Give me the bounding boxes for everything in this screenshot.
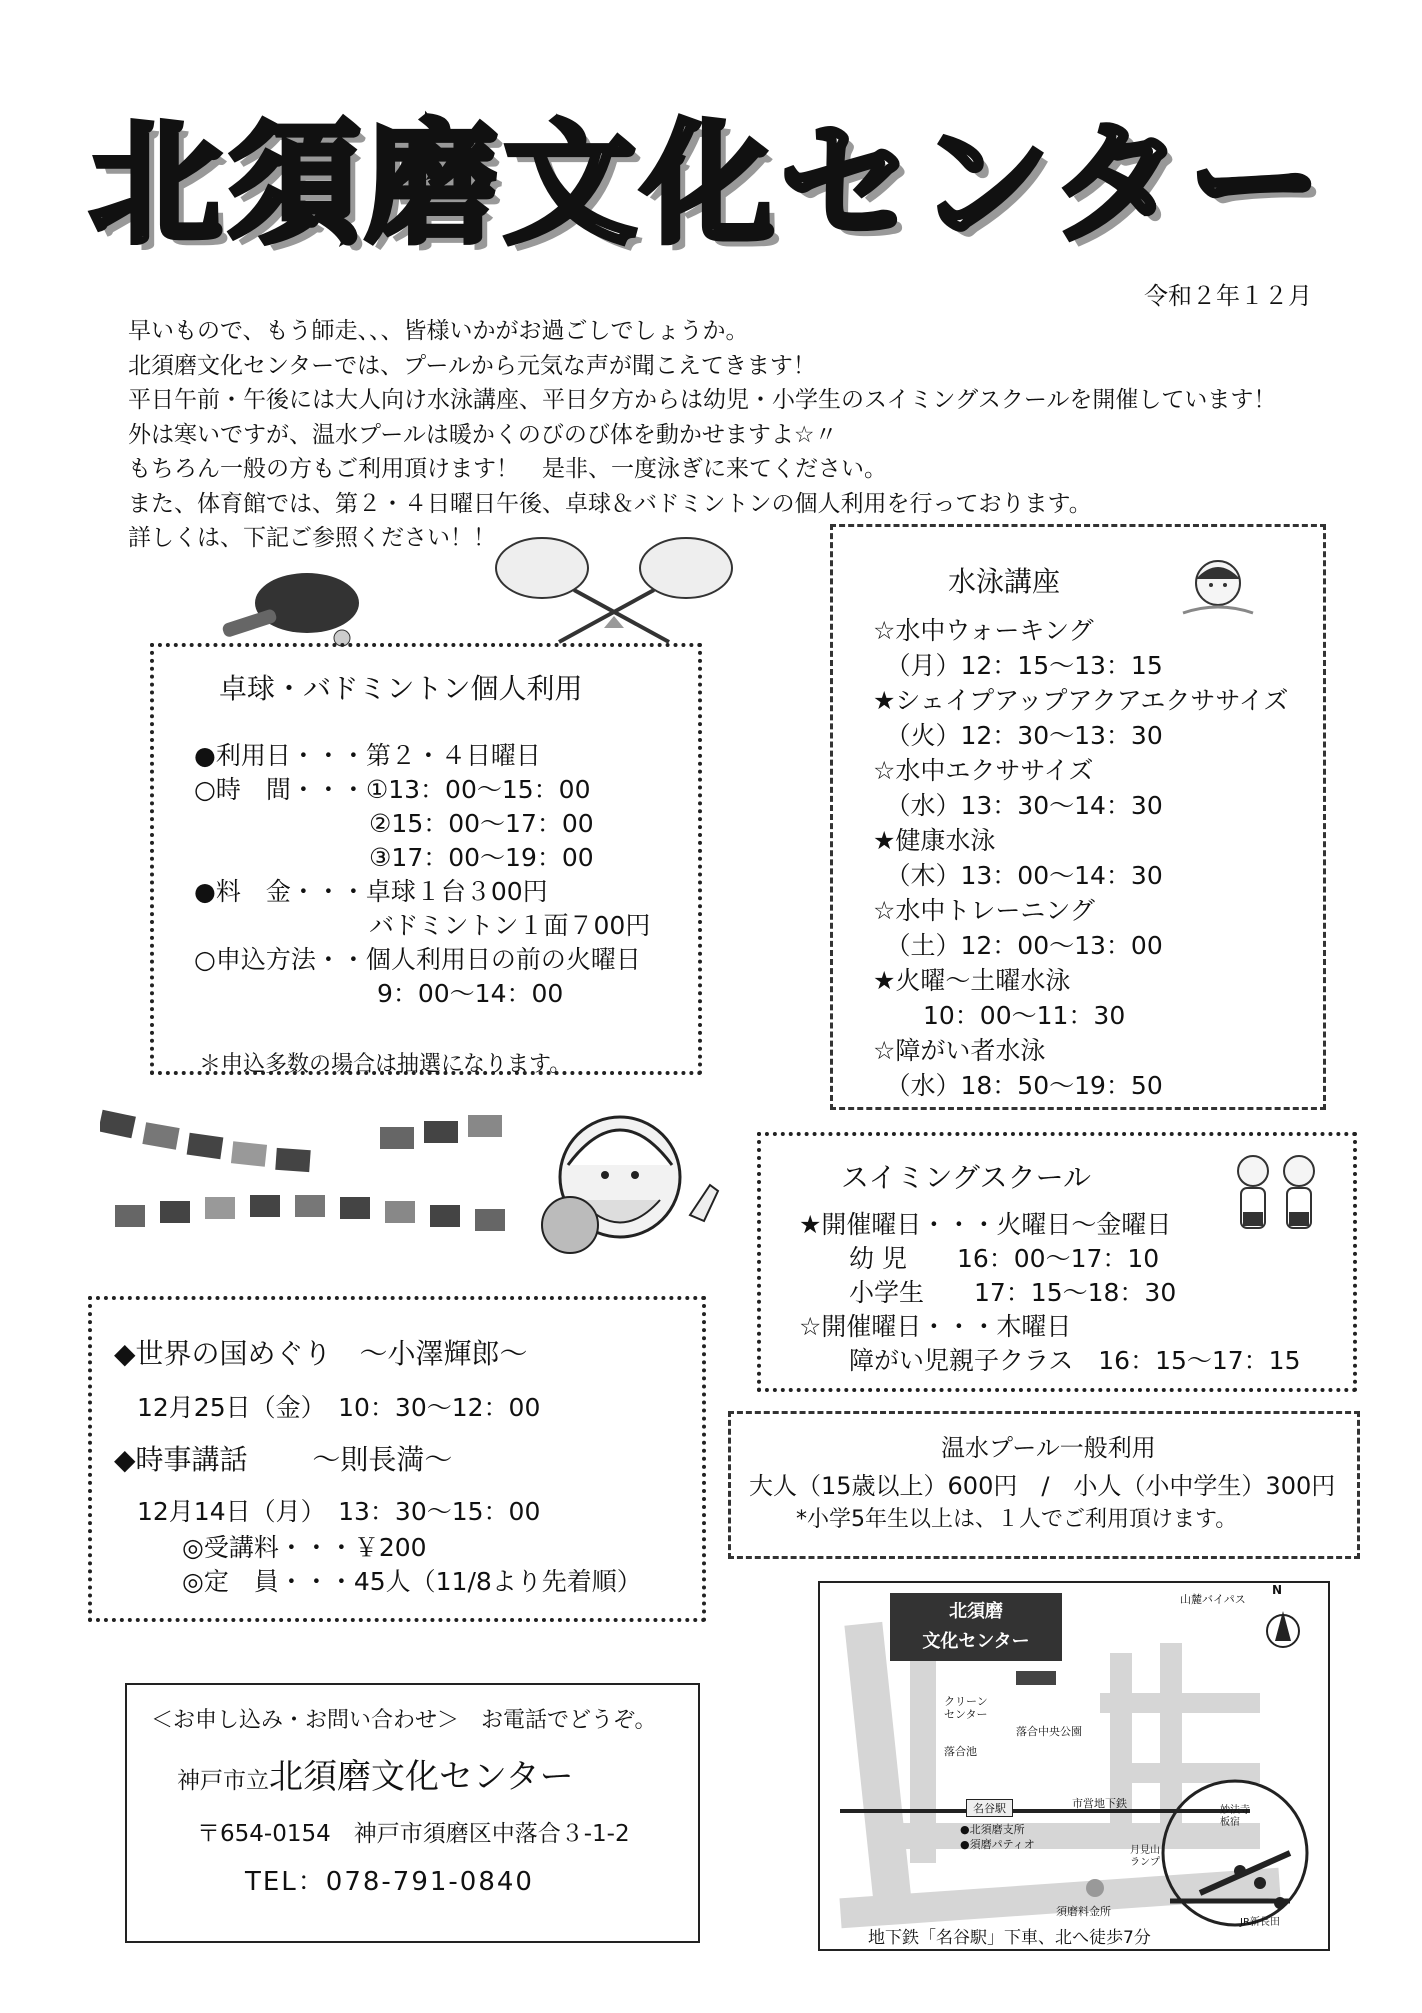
swim-line: （木）13：00～14：30 xyxy=(873,861,1163,890)
swim-line: 10：00～11：30 xyxy=(873,1001,1126,1030)
map-branch: ●北須磨支所 xyxy=(960,1823,1025,1836)
school-title: スイミングスクール xyxy=(841,1161,1092,1194)
pingpong-line: 9：00～14：00 xyxy=(194,979,564,1008)
swim-line: ☆障がい者水泳 xyxy=(873,1036,1046,1065)
contact-box xyxy=(125,1683,700,1943)
pingpong-line: バドミントン１面７00円 xyxy=(194,911,651,940)
school-line: ☆開催曜日・・・木曜日 xyxy=(799,1312,1072,1341)
swim-line: ★健康水泳 xyxy=(873,826,996,855)
map-clean-line: センター xyxy=(944,1708,988,1721)
map-center-line: 北須磨 xyxy=(949,1601,1003,1622)
map-station: 名谷駅 xyxy=(966,1799,1013,1817)
lecture-2-date: 12月14日（月） 13：30～15：00 xyxy=(137,1497,541,1526)
issue-date: 令和２年１２月 xyxy=(1144,282,1312,310)
pingpong-title: 卓球・バドミントン個人利用 xyxy=(219,672,583,705)
swim-line: （土）12：00～13：00 xyxy=(873,931,1163,960)
map-north: N xyxy=(1272,1583,1283,1597)
world-flags-illustration xyxy=(100,1105,740,1255)
swim-line: （月）12：15～13：15 xyxy=(873,651,1163,680)
intro-line: 早いもので、もう師走、、、皆様いかがお過ごしでしょうか。 xyxy=(128,318,749,344)
ping-pong-paddle-illustration xyxy=(212,568,362,648)
contact-org xyxy=(177,1749,574,1798)
pingpong-line: ②15：00～17：00 xyxy=(194,809,594,838)
map-myohoji-line: 妙法寺 xyxy=(1220,1805,1250,1816)
swim-line: ★火曜～土曜水泳 xyxy=(873,966,1071,995)
swim-line: ☆水中エクササイズ xyxy=(873,756,1094,785)
map-clean-line: クリーン xyxy=(944,1695,988,1708)
intro-line: また、体育館では、第２・４日曜日午後、卓球＆バドミントンの個人利用を行っております。 xyxy=(128,490,1092,517)
org-name: 北須磨文化センター xyxy=(269,1757,574,1797)
swim-line: ★シェイプアップアクアエクササイズ xyxy=(873,686,1289,715)
swimming-school-box xyxy=(757,1132,1357,1392)
pingpong-line: ●料 金・・・卓球１台３00円 xyxy=(194,877,548,906)
badminton-rackets-illustration xyxy=(494,530,734,648)
pingpong-line: ○申込方法・・個人利用日の前の火曜日 xyxy=(194,945,641,974)
map-center-label xyxy=(890,1593,1062,1661)
lecture-2-title: ◆時事講話 ～則長満～ xyxy=(114,1443,453,1476)
pingpong-badminton-box xyxy=(150,643,702,1075)
map-subway: 市営地下鉄 xyxy=(1072,1797,1127,1810)
intro-line: 詳しくは、下記ご参照ください！！ xyxy=(128,525,496,551)
pingpong-note: ＊申込多数の場合は抽選になります。 xyxy=(199,1052,572,1077)
swim-line: ☆水中ウォーキング xyxy=(873,616,1094,645)
map-tsukimi-line: ランプ xyxy=(1130,1857,1160,1868)
map-myohoji xyxy=(1220,1805,1250,1829)
pingpong-line: ○時 間・・・①13：00～15：00 xyxy=(194,775,591,804)
pingpong-line: ●利用日・・・第２・４日曜日 xyxy=(194,741,541,770)
school-line: ★開催曜日・・・火曜日～金曜日 xyxy=(799,1210,1172,1239)
map-caption: 地下鉄「名谷駅」下車、北へ徒歩7分 xyxy=(868,1928,1151,1948)
intro-line: 外は寒いですが、温水プールは暖かくのびのび体を動かせますよ☆〃 xyxy=(128,421,838,448)
map-pond: 落合池 xyxy=(944,1745,977,1758)
intro-line: 北須磨文化センターでは、プールから元気な声が聞こえてきます！ xyxy=(128,352,816,379)
lecture-fee: ◎受講料・・・￥200 xyxy=(182,1533,427,1562)
map-center-line: 文化センター xyxy=(922,1631,1030,1652)
swim-line: （火）12：30～13：30 xyxy=(873,721,1163,750)
intro-line: もちろん一般の方もご利用頂けます！ 是非、一度泳ぎに来てください。 xyxy=(128,456,887,482)
map-bypass: 山麓バイパス xyxy=(1180,1593,1246,1606)
pool-title: 温水プール一般利用 xyxy=(941,1434,1156,1462)
map-myohoji-line: 板宿 xyxy=(1220,1817,1240,1828)
page-title: 北須磨文化センター xyxy=(90,108,1327,262)
map-tollgate: 須磨料金所 xyxy=(1056,1905,1111,1918)
map-tsukimi-line: 月見山 xyxy=(1130,1845,1160,1856)
swim-line: （水）18：50～19：50 xyxy=(873,1071,1163,1100)
lecture-capacity: ◎定 員・・・45人（11/8より先着順） xyxy=(182,1567,642,1596)
access-map xyxy=(818,1581,1330,1951)
intro-text xyxy=(128,314,1308,556)
org-prefix: 神戸市立 xyxy=(177,1768,269,1794)
pool-note: *小学5年生以上は、１人でご利用頂けます。 xyxy=(796,1507,1238,1532)
lecture-1-title: ◆世界の国めぐり ～小澤輝郎～ xyxy=(114,1337,528,1370)
map-shinnagata: JR新長田 xyxy=(1240,1917,1280,1928)
map-patio: ●須磨パティオ xyxy=(960,1838,1035,1851)
swim-line: （水）13：30～14：30 xyxy=(873,791,1163,820)
contact-address: 〒654-0154 神戸市須磨区中落合３-1-2 xyxy=(197,1821,630,1847)
swim-lessons-box xyxy=(830,524,1326,1110)
map-clean-center xyxy=(944,1695,988,1721)
pool-price: 大人（15歳以上）600円 / 小人（小中学生）300円 xyxy=(749,1472,1336,1500)
intro-line: 平日午前・午後には大人向け水泳講座、平日夕方からは幼児・小学生のスイミングスクールを開催しています！ xyxy=(128,387,1277,413)
lecture-1-date: 12月25日（金） 10：30～12：00 xyxy=(137,1393,541,1422)
contact-intro: ＜お申し込み・お問い合わせ＞ お電話でどうぞ。 xyxy=(151,1708,657,1733)
school-line: 障がい児親子クラス 16：15～17：15 xyxy=(799,1346,1301,1375)
school-line: 幼 児 16：00～17：10 xyxy=(799,1244,1160,1273)
school-line: 小学生 17：15～18：30 xyxy=(799,1278,1177,1307)
pool-general-use-box xyxy=(728,1411,1360,1559)
lectures-box xyxy=(88,1296,706,1622)
pingpong-line: ③17：00～19：00 xyxy=(194,843,594,872)
map-park: 落合中央公園 xyxy=(1016,1725,1082,1738)
map-tsukimi xyxy=(1130,1845,1160,1869)
swim-title: 水泳講座 xyxy=(948,565,1061,598)
contact-tel: TEL：078-791-0840 xyxy=(245,1867,534,1897)
swim-line: ☆水中トレーニング xyxy=(873,896,1095,925)
